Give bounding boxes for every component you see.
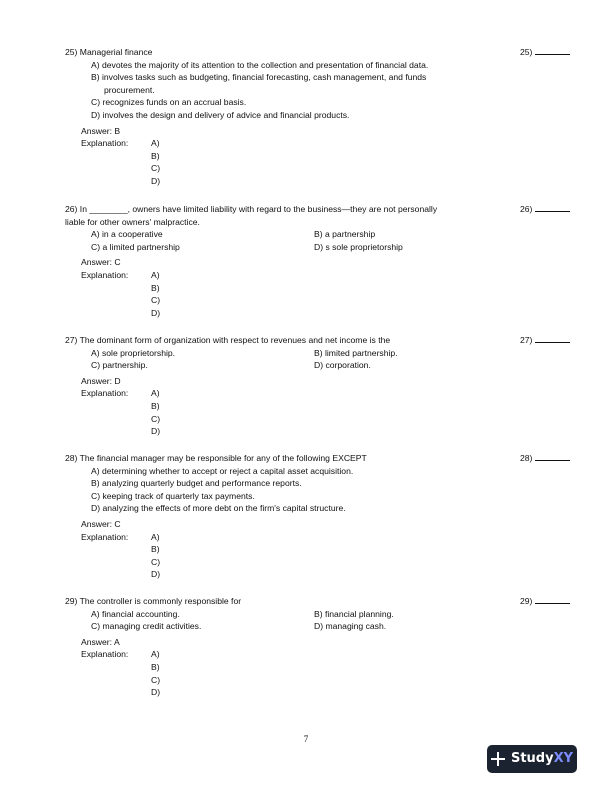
explanation-letter: A) <box>151 388 160 399</box>
explanation-letter: C) <box>151 295 161 306</box>
badge-brand-xy: XY <box>553 750 574 766</box>
explanation-letter: C) <box>151 163 161 174</box>
explanation-block <box>81 137 585 187</box>
explanation-letter: B) <box>151 400 160 411</box>
explanation-letter: D) <box>151 307 161 318</box>
explanation-block <box>81 531 585 581</box>
option-c: C) keeping track of quarterly tax payments. <box>91 490 255 501</box>
options-grid <box>91 228 585 253</box>
explanation-letter: B) <box>151 661 160 672</box>
options-list <box>91 59 585 122</box>
question-stem: 25) Managerial finance <box>65 47 153 57</box>
explanation-letter: C) <box>151 674 161 685</box>
explanation-letter: A) <box>151 138 160 149</box>
option-c: C) managing credit activities. <box>91 621 202 632</box>
answer-blank <box>535 334 570 343</box>
explanation-label: Explanation: <box>81 531 129 542</box>
explanation-letter: D) <box>151 569 161 580</box>
explanation-label: Explanation: <box>81 649 129 660</box>
explanation-letter: C) <box>151 413 161 424</box>
question-stem: 28) The financial manager may be responsible for any of the following EXCEPT <box>65 453 367 463</box>
plus-icon <box>491 752 505 766</box>
option-c: C) partnership. <box>91 360 148 371</box>
explanation-letters <box>151 531 191 581</box>
option-d: D) s sole proprietorship <box>314 241 403 252</box>
answer-blank <box>535 452 570 461</box>
answer-line: Answer: B <box>81 125 121 136</box>
option-a: A) financial accounting. <box>91 608 180 619</box>
question-stem: 27) The dominant form of organization with respect to revenues and net income is the <box>65 335 391 345</box>
answer-line: Answer: C <box>81 518 121 529</box>
answer-line: Answer: C <box>81 257 121 268</box>
explanation-letter: C) <box>151 556 161 567</box>
explanation-letter: A) <box>151 531 160 542</box>
explanation-letters <box>151 648 191 698</box>
page-number: 7 <box>303 734 309 744</box>
options-grid <box>91 608 585 633</box>
question-26 <box>65 203 585 319</box>
explanation-letters <box>151 269 191 319</box>
answer-blank-number: 29) <box>520 595 580 608</box>
explanation-label: Explanation: <box>81 269 129 280</box>
option-a: A) in a cooperative <box>91 229 163 240</box>
question-stem-line: liable for other owners' malpractice. <box>65 216 200 227</box>
question-25 <box>65 46 585 188</box>
explanation-label: Explanation: <box>81 138 129 149</box>
explanation-letter: B) <box>151 150 160 161</box>
question-28 <box>65 452 585 581</box>
answer-line: Answer: D <box>81 375 121 386</box>
option-a: A) determining whether to accept or reject a capital asset acquisition. <box>91 465 354 476</box>
option-d: D) corporation. <box>314 360 371 371</box>
option-b: B) analyzing quarterly budget and performance reports. <box>91 478 302 489</box>
explanation-block <box>81 387 585 437</box>
explanation-letters <box>151 387 191 437</box>
explanation-letters <box>151 137 191 187</box>
option-b: B) financial planning. <box>314 608 394 619</box>
explanation-letter: D) <box>151 687 161 698</box>
answer-blank <box>535 203 570 212</box>
options-list <box>91 465 585 515</box>
option-c: C) recognizes funds on an accrual basis. <box>91 97 247 108</box>
question-29 <box>65 595 585 699</box>
option-b: B) a partnership <box>314 229 376 240</box>
option-c: C) a limited partnership <box>91 241 180 252</box>
question-stem <box>65 203 495 228</box>
answer-blank <box>535 46 570 55</box>
answer-line: Answer: A <box>81 636 120 647</box>
answer-blank-number: 28) <box>520 452 580 465</box>
explanation-letter: A) <box>151 649 160 660</box>
option-a: A) devotes the majority of its attention to the collection and presentation of financial data. <box>91 59 429 70</box>
explanation-letter: A) <box>151 269 160 280</box>
option-b: B) involves tasks such as budgeting, financial forecasting, cash management, and funds <box>91 72 427 83</box>
option-d: D) managing cash. <box>314 621 387 632</box>
question-stem-line: 26) In ________, owners have limited liability with regard to the business—they are not personally <box>65 204 438 214</box>
option-a: A) sole proprietorship. <box>91 347 176 358</box>
explanation-letter: D) <box>151 426 161 437</box>
answer-blank-number: 25) <box>520 46 580 59</box>
answer-blank <box>535 595 570 604</box>
option-b: B) limited partnership. <box>314 347 398 358</box>
explanation-label: Explanation: <box>81 388 129 399</box>
badge-brand-study: Study <box>510 750 554 766</box>
answer-blank-number: 27) <box>520 334 580 347</box>
explanation-letter: D) <box>151 175 161 186</box>
explanation-letter: B) <box>151 544 160 555</box>
answer-blank-number: 26) <box>520 203 580 216</box>
question-stem: 29) The controller is commonly responsible for <box>65 596 242 606</box>
explanation-letter: B) <box>151 282 160 293</box>
option-b-continued: procurement. <box>104 84 155 95</box>
options-grid <box>91 347 585 372</box>
option-d: D) analyzing the effects of more debt on the firm's capital structure. <box>91 503 346 514</box>
studyxy-badge[interactable] <box>487 745 577 773</box>
explanation-block <box>81 648 585 698</box>
option-d: D) involves the design and delivery of advice and financial products. <box>91 109 350 120</box>
explanation-block <box>81 269 585 319</box>
question-27 <box>65 334 585 438</box>
